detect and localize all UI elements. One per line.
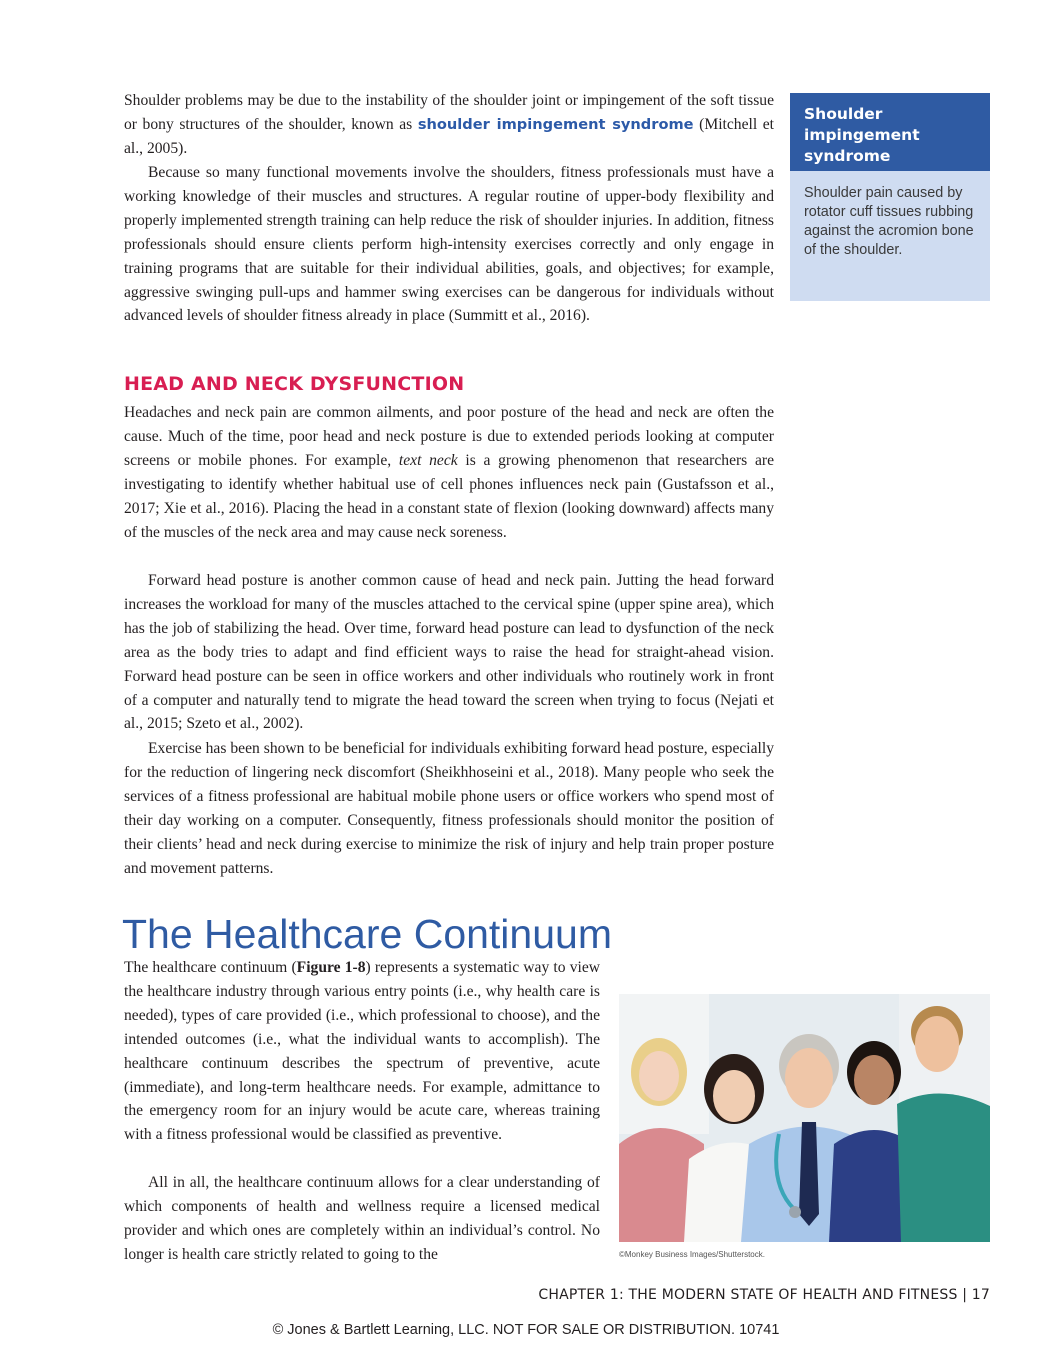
healthcare-team-photo [619, 994, 990, 1242]
shoulder-paragraph-1 [124, 89, 774, 161]
chapter-footer: CHAPTER 1: THE MODERN STATE OF HEALTH AND FITNESS | 17 [538, 1287, 990, 1303]
healthcare-paragraph-1 [124, 956, 600, 1147]
healthcare-team-illustration [619, 994, 990, 1242]
healthcare-p1-text: The healthcare continuum ( [124, 959, 297, 976]
shoulder-p1-text: Shoulder problems may be due to the instability of the shoulder joint or impingement of the soft tissue or bony structures of the shoulder, known as [124, 92, 774, 133]
copyright-notice: © Jones & Bartlett Learning, LLC. NOT FOR SALE OR DISTRIBUTION. 10741 [272, 1322, 780, 1338]
key-term-shoulder-impingement: shoulder impingement syndrome [417, 115, 694, 133]
head-neck-paragraph-1 [124, 401, 774, 544]
shoulder-p1-citation: (Mitchell et al., 2005). [124, 115, 774, 157]
sidebar-definition: Shoulder pain caused by rotator cuff tissues rubbing against the acromion bone of the shoulder. [790, 171, 990, 301]
head-neck-p1-text: Headaches and neck pain are common ailments, and poor posture of the head and neck are often the cause. Much of the time, poor head and neck posture is due to extended periods looking at computer screens or mobile phones. For example, [124, 404, 774, 469]
head-neck-p1-rest: is a growing phenomenon that researchers are investigating to identify whether habitual use of cell phones influences neck pain (Gustafsson et al., 2017; Xie et al., 2016). Placing the head in a constant state of flexion (looking downward) affects many of the muscles of the neck area and may cause neck soreness. [124, 451, 774, 541]
section-heading-head-neck: HEAD AND NECK DYSFUNCTION [124, 373, 465, 395]
healthcare-paragraph-2: All in all, the healthcare continuum allows for a clear understanding of which components of health and wellness require a licensed medical provider and which ones are completely within an individual’s control. No longer is health care strictly related to going to the [124, 1174, 600, 1263]
figure-reference: Figure 1-8 [296, 959, 366, 976]
shoulder-paragraph-2: Because so many functional movements involve the shoulders, fitness professionals must have a working knowledge of their muscles and structures. A regular routine of upper-body flexibility and properly implemented strength training can help reduce the risk of shoulder injuries. In addition, fitness professionals should ensure clients perform high-intensity exercises correctly and only engage in training programs that are suitable for their individual abilities, goals, and objectives; for example, aggressive swinging pull-ups and hammer swing exercises can be dangerous for individuals without advanced levels of shoulder fitness already in place (Summitt et al., 2016). [124, 164, 774, 325]
head-neck-paragraph-3: Exercise has been shown to be beneficial for individuals exhibiting forward head posture, especially for the reduction of lingering neck discomfort (Sheikhhoseini et al., 2018). Many people who seek the services of a fitness professional are habitual mobile phone users or office workers who spend most of their day working on a computer. Consequently, fitness professionals should monitor the position of their clients’ head and neck during exercise to minimize the risk of injury and help train proper posture and movement patterns. [124, 740, 774, 877]
healthcare-p1-rest: ) represents a systematic way to view the healthcare industry through various entry points (i.e., why health care is needed), types of care provided (i.e., which professional to choose), and the intended outcomes (i.e., what the individual wants to accomplish). The healthcare continuum describes the spectrum of preventive, acute (immediate), and long-term healthcare needs. For example, admittance to the emergency room for an injury would be acute care, whereas training with a fitness professional would be classified as preventive. [124, 959, 601, 1144]
section-title-healthcare-continuum: The Healthcare Continuum [122, 911, 612, 957]
text-neck-term: text neck [398, 451, 458, 469]
sidebar-term-box: Shoulder impingement syndrome [790, 93, 990, 171]
head-neck-paragraph-2: Forward head posture is another common cause of head and neck pain. Jutting the head forward increases the workload for many of the muscles attached to the cervical spine (upper spine area), which has the job of stabilizing the head. Over time, forward head posture can lead to dysfunction of the neck area as the body tries to adapt and find efficient ways to raise the head for straight-ahead vision. Forward head posture can be seen in office workers and other individuals who routinely work in front of a computer and naturally tend to migrate the head toward the screen when trying to focus (Nejati et al., 2015; Szeto et al., 2002). [124, 572, 774, 733]
photo-credit: ©Monkey Business Images/Shutterstock. [619, 1250, 765, 1259]
